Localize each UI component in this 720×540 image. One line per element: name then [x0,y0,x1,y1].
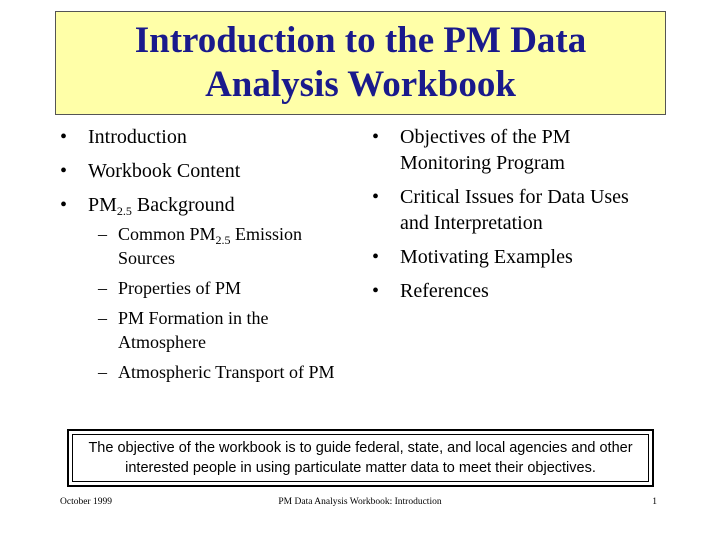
sub-list-item-label: PM Formation in the Atmosphere [118,308,269,352]
sub-list-item-label: Properties of PM [118,278,241,298]
bullet-icon: • [60,194,68,216]
dash-icon: – [98,224,107,244]
bullet-icon: • [372,280,380,302]
list-item [60,124,355,150]
list-item [60,158,355,184]
list-item-label: Introduction [88,126,187,148]
list-item [372,184,662,236]
list-item-label: $PM_{2.5}$ Background [88,194,235,218]
left-column [60,124,355,390]
sub-list-item [60,222,355,270]
bullet-icon: • [372,186,380,208]
slide-title-line-2: Analysis Workbook [205,64,516,105]
sub-list-item-label: Atmospheric Transport of PM [118,362,335,382]
objective-text: The objective of the workbook is to guide federal, state, and local agencies and other interested people in using particulate matter data to meet their objectives. [88,440,633,476]
left-bullet-list [60,124,355,384]
objective-callout [67,429,654,487]
bullet-icon: • [60,160,68,182]
footer-title: PM Data Analysis Workbook: Introduction [278,497,442,507]
list-item-label: Objectives of the PM Monitoring Program [400,126,571,174]
list-item-label: Critical Issues for Data Uses and Interpretation [400,186,629,234]
page-number: 1 [652,497,657,507]
list-item [372,244,662,270]
sub-list-item [60,306,355,354]
bullet-icon: • [60,126,68,148]
dash-icon: – [98,278,107,298]
list-item-label: Motivating Examples [400,246,573,268]
sub-list-item [60,360,355,384]
list-item [372,278,662,304]
right-bullet-list [372,124,662,304]
bullet-icon: • [372,126,380,148]
list-item [372,124,662,176]
footer-date: October 1999 [60,497,112,507]
slide-title-box [55,11,666,115]
sub-list-item [60,276,355,300]
list-item [60,192,355,218]
dash-icon: – [98,362,107,382]
bullet-icon: • [372,246,380,268]
list-item-label: Workbook Content [88,160,241,182]
right-column [372,124,662,312]
sub-list-item-label: Common $PM_{2.5}$ Emission Sources [118,224,303,268]
list-item-label: References [400,280,489,302]
slide-title-line-1: Introduction to the PM Data [134,20,587,61]
dash-icon: – [98,308,107,328]
